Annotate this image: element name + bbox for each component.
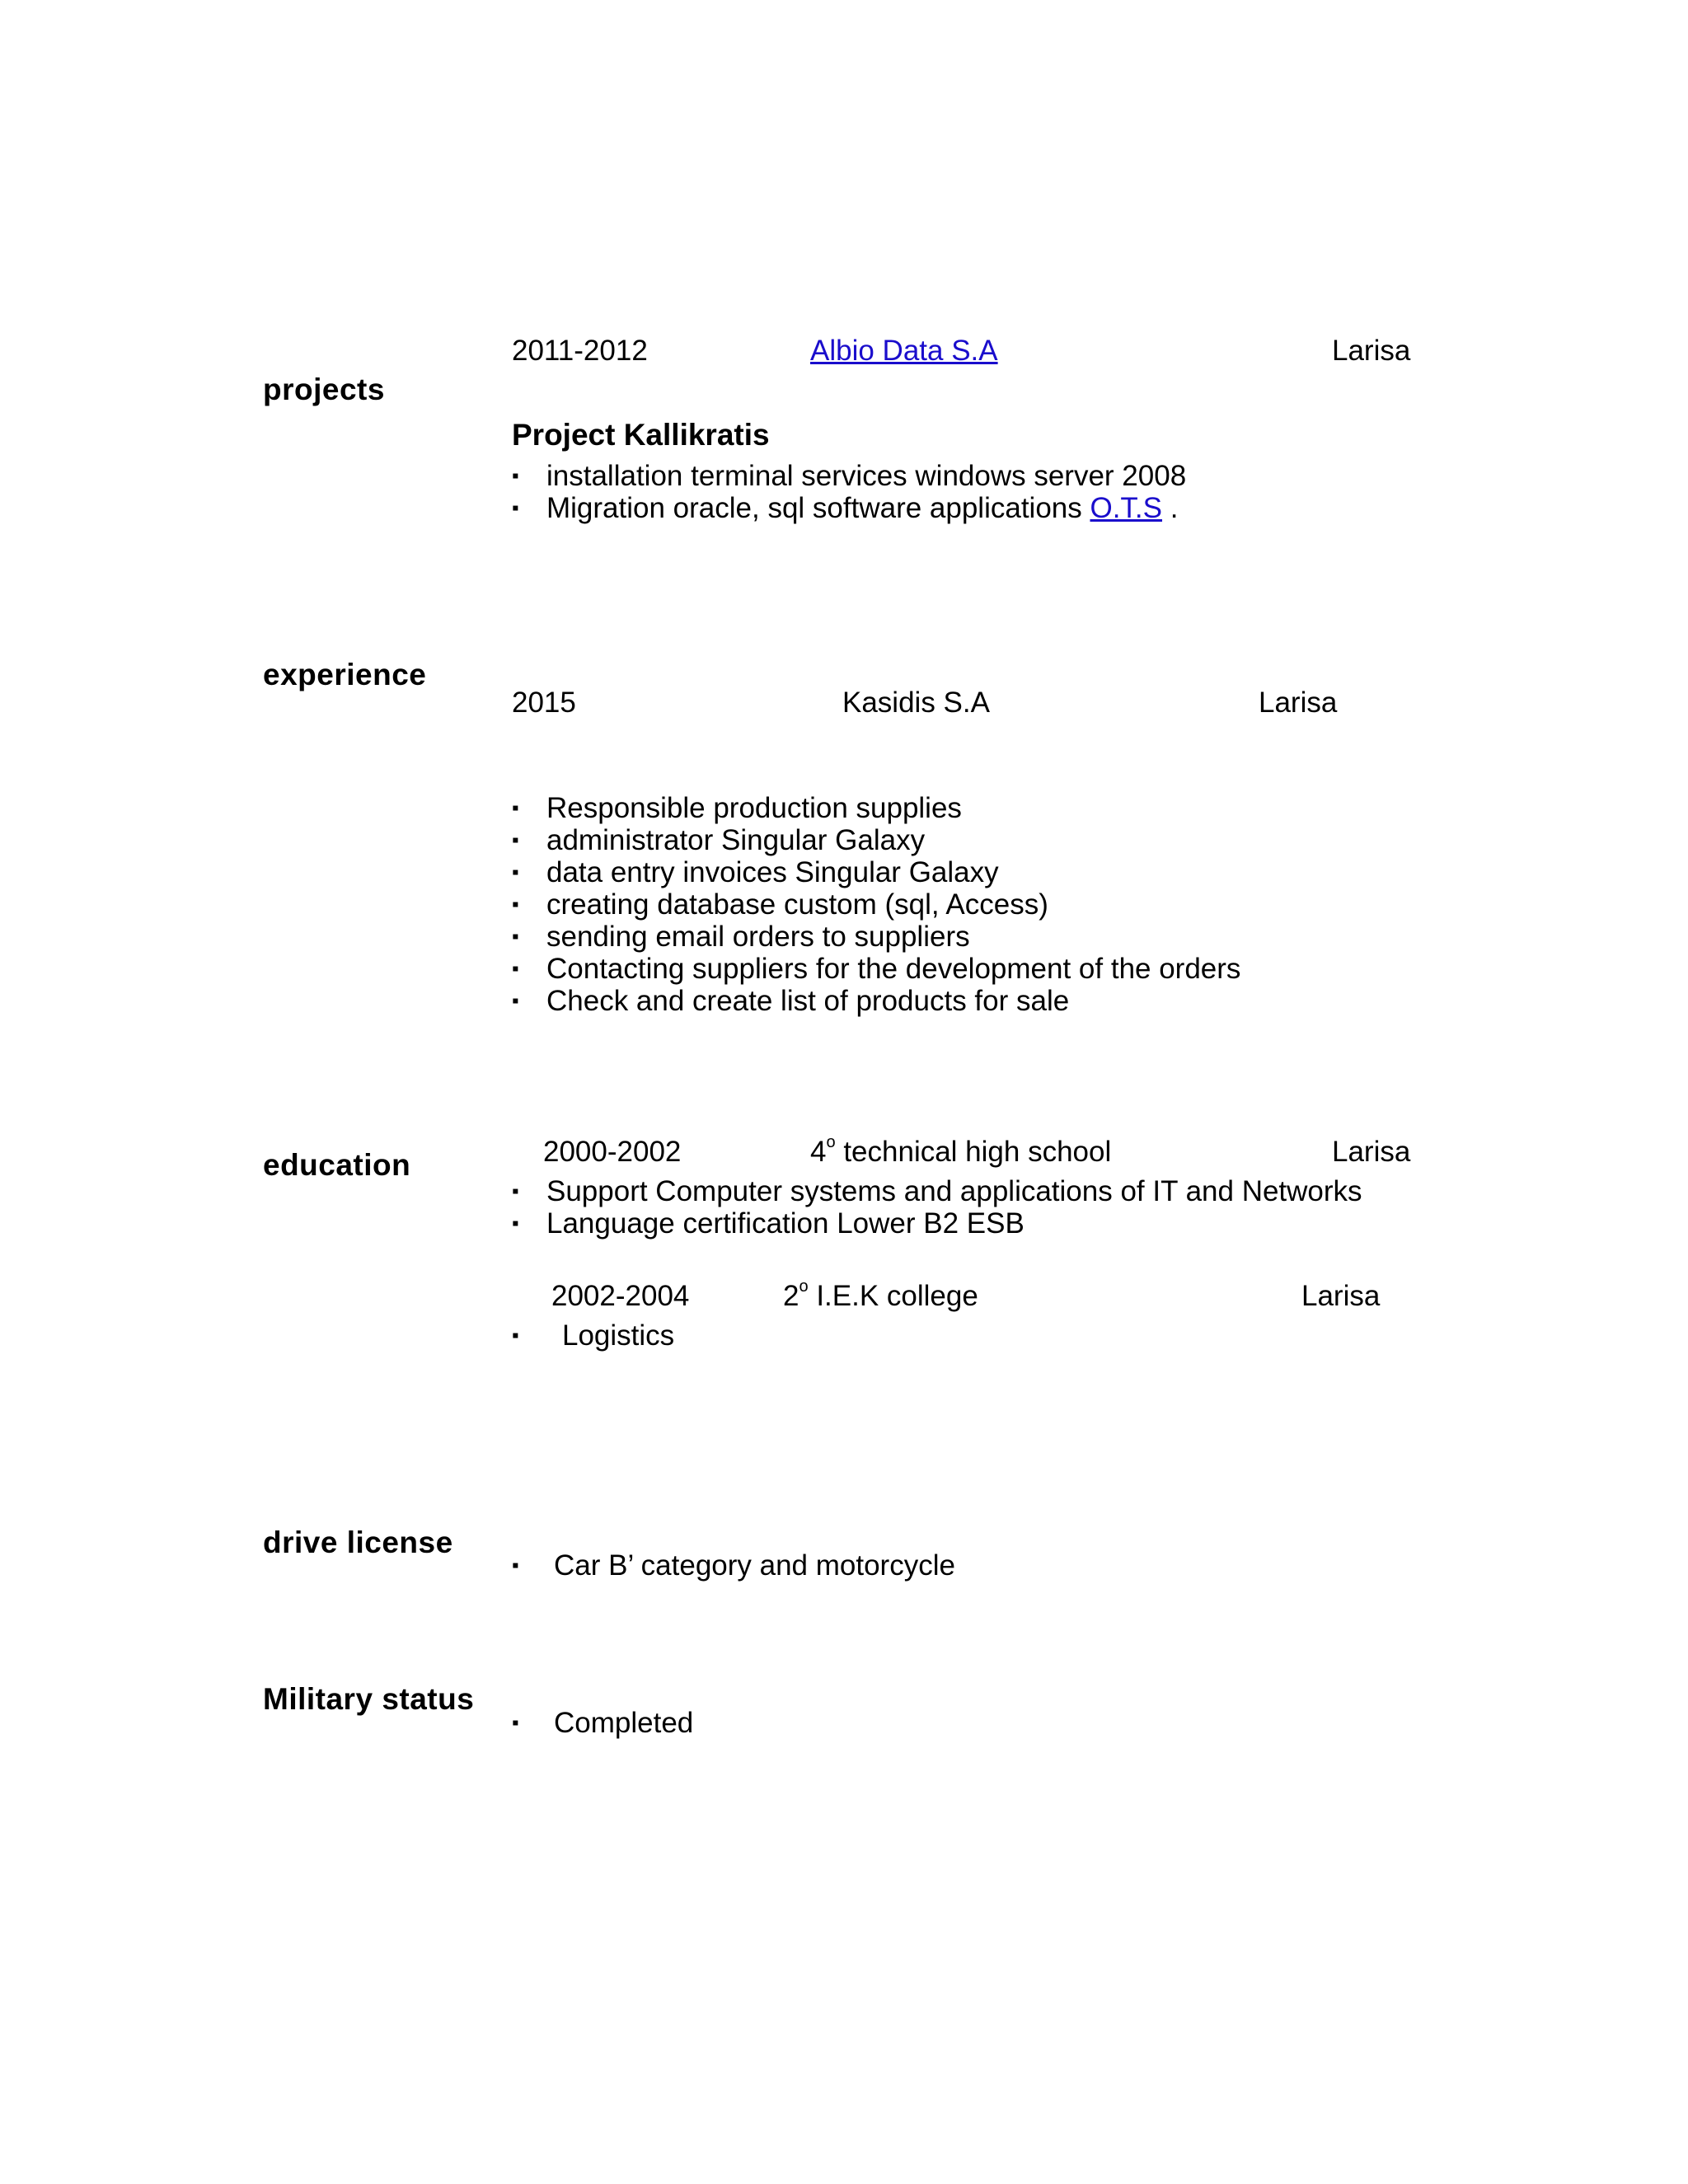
list-item-text: administrator Singular Galaxy — [546, 824, 926, 856]
list-item-text: Completed — [554, 1707, 694, 1739]
section-label-experience: experience — [263, 658, 427, 691]
list-item-text: Support Computer systems and applications of IT and Networks — [546, 1175, 1362, 1207]
bullet-icon: ▪ — [512, 497, 519, 519]
section-label-projects: projects — [263, 373, 385, 406]
section-label-drive-license: drive license — [263, 1526, 453, 1559]
list-item-text-prefix: Migration oracle, sql software applications — [546, 492, 1090, 524]
list-item-text: Contacting suppliers for the development of the orders — [546, 953, 1241, 985]
list-item-text: Check and create list of products for sale — [546, 985, 1070, 1017]
bullet-icon: ▪ — [512, 829, 519, 851]
education-school — [810, 1133, 1112, 1168]
ordinal-suffix: o — [826, 1133, 836, 1151]
section-label-education: education — [263, 1148, 411, 1182]
section-label-military-status: Military status — [263, 1682, 475, 1716]
bullet-icon: ▪ — [512, 1324, 519, 1347]
list-item-text: creating database custom (sql, Access) — [546, 888, 1048, 921]
bullet-icon: ▪ — [512, 958, 519, 980]
bullet-icon: ▪ — [512, 990, 519, 1012]
ordinal-number: 4 — [810, 1136, 827, 1168]
education-school — [783, 1277, 978, 1312]
bullet-icon: ▪ — [512, 926, 519, 948]
projects-location: Larisa — [1332, 335, 1411, 367]
ordinal-number: 2 — [783, 1280, 799, 1312]
school-name: I.E.K college — [808, 1280, 978, 1312]
bullet-icon: ▪ — [512, 1554, 519, 1577]
ordinal-suffix: o — [799, 1277, 809, 1296]
education-location: Larisa — [1301, 1280, 1381, 1312]
education-location: Larisa — [1332, 1136, 1411, 1168]
list-item-text: Car B’ category and motorcycle — [554, 1549, 955, 1582]
bullet-icon: ▪ — [512, 1212, 519, 1235]
experience-company: Kasidis S.A — [842, 687, 990, 719]
list-item-text: Logistics — [562, 1319, 675, 1352]
list-item-text: Language certification Lower B2 ESB — [546, 1207, 1025, 1240]
ots-link[interactable]: O.T.S — [1090, 492, 1163, 524]
bullet-icon: ▪ — [512, 465, 519, 487]
project-title: Project Kallikratis — [512, 418, 770, 452]
education-period: 2002-2004 — [551, 1280, 690, 1312]
bullet-icon: ▪ — [512, 1712, 519, 1734]
list-item-text — [546, 492, 1178, 524]
bullet-icon: ▪ — [512, 861, 519, 883]
list-item-text: sending email orders to suppliers — [546, 921, 970, 953]
school-name: technical high school — [835, 1136, 1112, 1168]
list-item-text: data entry invoices Singular Galaxy — [546, 856, 999, 888]
list-item-text-suffix: . — [1162, 492, 1179, 524]
bullet-icon: ▪ — [512, 797, 519, 819]
education-period: 2000-2002 — [543, 1136, 682, 1168]
list-item-text: installation terminal services windows server 2008 — [546, 460, 1187, 492]
bullet-icon: ▪ — [512, 893, 519, 916]
experience-period: 2015 — [512, 687, 576, 719]
projects-company-link[interactable]: Albio Data S.A — [810, 335, 998, 367]
list-item-text: Responsible production supplies — [546, 792, 962, 824]
projects-period: 2011-2012 — [512, 335, 648, 367]
experience-location: Larisa — [1259, 687, 1338, 719]
bullet-icon: ▪ — [512, 1180, 519, 1202]
